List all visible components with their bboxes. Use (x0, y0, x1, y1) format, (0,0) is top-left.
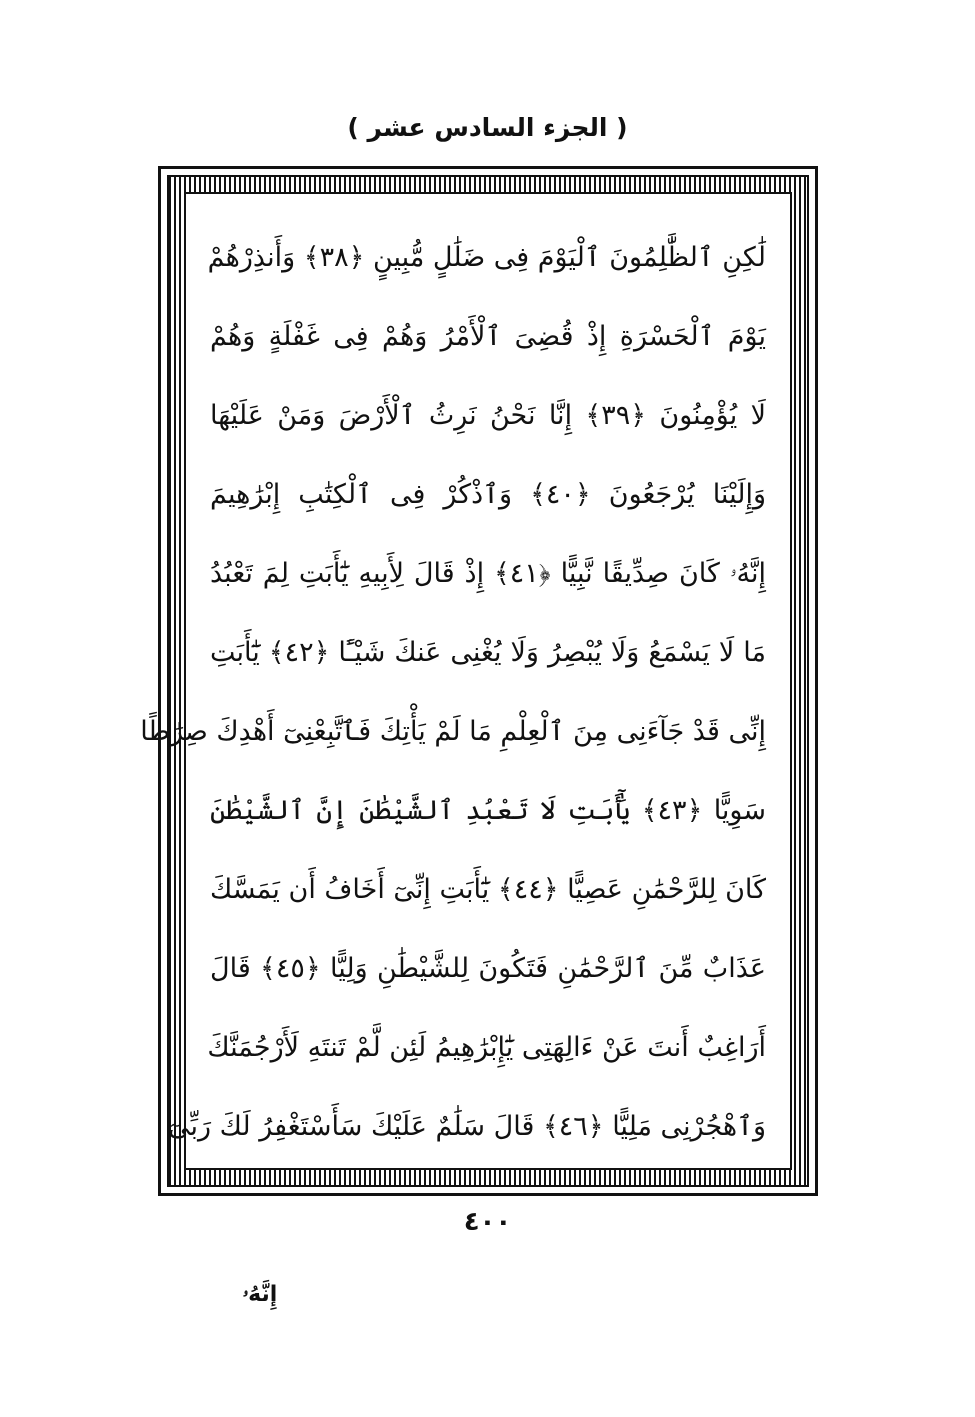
verse-line: مَا لَا يَسْمَعُ وَلَا يُبْصِرُ وَلَا يُغْنِى عَنكَ شَيْـًٔا ﴿٤٢﴾ يَٰٓأَبَتِ (210, 637, 766, 668)
verse-line: وَإِلَيْنَا يُرْجَعُونَ ﴿٤٠﴾ وَٱذْكُرْ فِى ٱلْكِتَٰبِ إِبْرَٰهِيمَ (210, 479, 766, 510)
verse-line: لَا يُؤْمِنُونَ ﴿٣٩﴾ إِنَّا نَحْنُ نَرِثُ ٱلْأَرْضَ وَمَنْ عَلَيْهَا (210, 400, 766, 431)
verse-line: يَوْمَ ٱلْحَسْرَةِ إِذْ قُضِىَ ٱلْأَمْرُ وَهُمْ فِى غَفْلَةٍ وَهُمْ (210, 321, 766, 352)
catchword: إِنَّهُۥ (242, 1282, 278, 1307)
verse-line: كَانَ لِلرَّحْمَٰنِ عَصِيًّا ﴿٤٤﴾ يَٰٓأَبَتِ إِنِّىٓ أَخَافُ أَن يَمَسَّكَ (209, 874, 766, 905)
verse-text-block (140, 218, 767, 1166)
verse-line: لَٰكِنِ ٱلظَّٰلِمُونَ ٱلْيَوْمَ فِى ضَلَٰلٍ مُّبِينٍ ﴿٣٨﴾ وَأَنذِرْهُمْ (207, 242, 766, 273)
verse-line: عَذَابٌ مِّنَ ٱلرَّحْمَٰنِ فَتَكُونَ لِلشَّيْطَٰنِ وَلِيًّا ﴿٤٥﴾ قَالَ (210, 953, 767, 984)
page-number: ٤٠٠ (463, 1207, 512, 1237)
page-header: ( الجزء السادس عشر ) (347, 113, 628, 142)
verse-line: إِنَّهُۥ كَانَ صِدِّيقًا نَّبِيًّا ﴿٤١﴾ إِذْ قَالَ لِأَبِيهِ يَٰٓأَبَتِ لِمَ تَعْبُدُ (210, 558, 766, 589)
verse-line: وَٱهْجُرْنِى مَلِيًّا ﴿٤٦﴾ قَالَ سَلَٰمٌ عَلَيْكَ سَأَسْتَغْفِرُ لَكَ رَبِّىٓ (167, 1111, 766, 1142)
verse-line: أَرَاغِبٌ أَنتَ عَنْ ءَالِهَتِى يَٰٓإِبْرَٰهِيمُ لَئِن لَّمْ تَنتَهِ لَأَرْجُمَنَّكَ (207, 1032, 766, 1063)
verse-line: سَوِيًّا ﴿٤٣﴾ يَٰٓأَبَتِ لَا تَعْبُدِ ٱلشَّيْطَٰنَ إِنَّ ٱلشَّيْطَٰنَ (210, 795, 767, 826)
verse-line: إِنِّى قَدْ جَآءَنِى مِنَ ٱلْعِلْمِ مَا لَمْ يَأْتِكَ فَٱتَّبِعْنِىٓ أَهْدِكَ صِرَٰطًا (140, 716, 766, 747)
